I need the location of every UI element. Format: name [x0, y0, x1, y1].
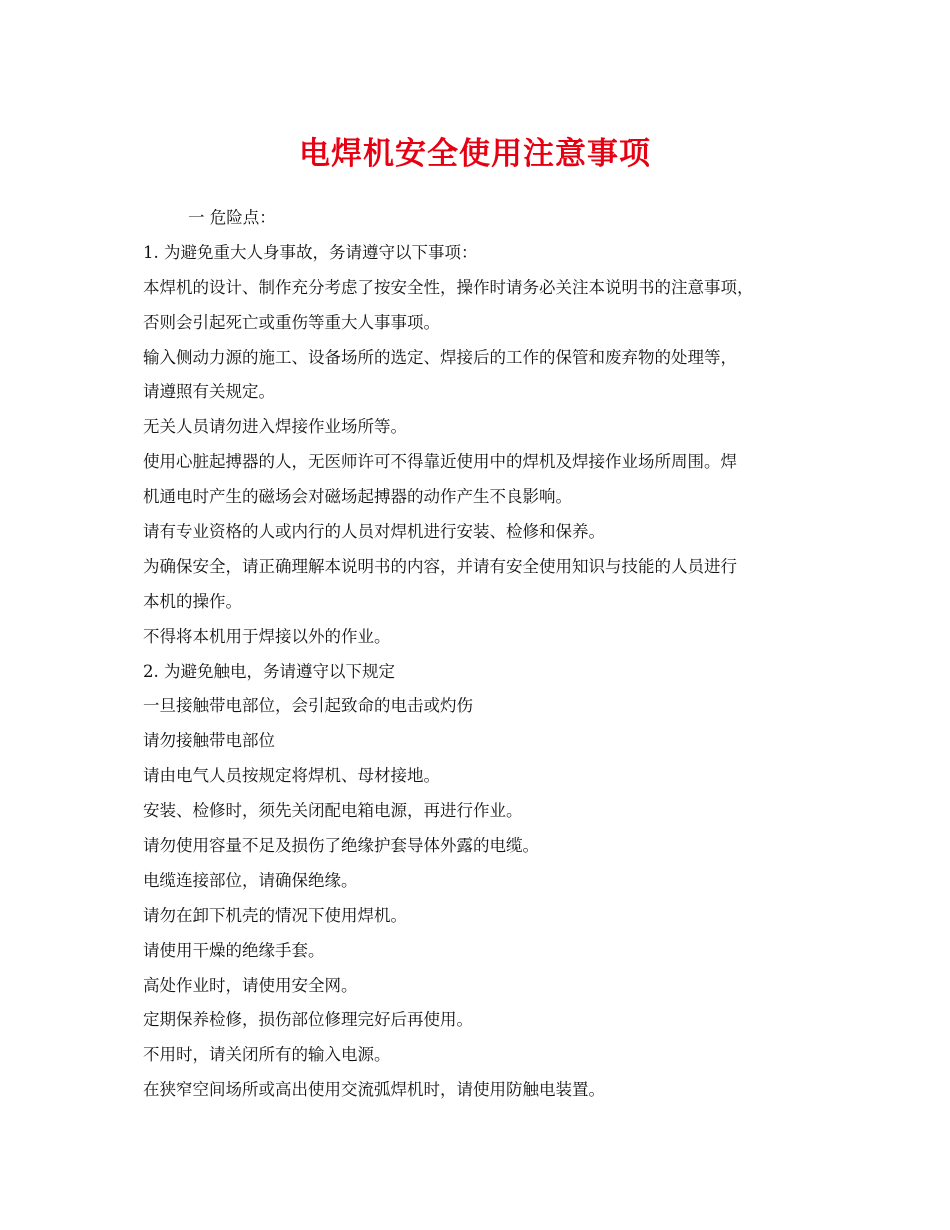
paragraph-line: 请遵照有关规定。 [143, 382, 275, 402]
paragraph-line: 高处作业时，请使用安全网。 [143, 975, 358, 995]
paragraph-line: 定期保养检修，损伤部位修理完好后再使用。 [143, 1010, 473, 1030]
paragraph-line: 请勿接触带电部位 [143, 731, 275, 751]
paragraph-line: 安装、检修时，须先关闭配电箱电源，再进行作业。 [143, 801, 523, 821]
paragraph-line: 1. 为避免重大人身事故，务请遵守以下事项： [143, 242, 478, 262]
paragraph-line: 本机的操作。 [143, 591, 242, 611]
paragraph-line: 在狭窄空间场所或高出使用交流弧焊机时，请使用防触电装置。 [143, 1080, 605, 1100]
paragraph-line: 一旦接触带电部位，会引起致命的电击或灼伤 [143, 696, 473, 716]
paragraph-line: 2. 为避免触电，务请遵守以下规定 [143, 661, 395, 681]
paragraph-line: 输入侧动力源的施工、设备场所的选定、焊接后的工作的保管和废弃物的处理等， [143, 347, 737, 367]
section-heading-hazards: 一 危险点： [188, 208, 276, 227]
paragraph-line: 机通电时产生的磁场会对磁场起搏器的动作产生不良影响。 [143, 487, 572, 507]
paragraph-line: 请由电气人员按规定将焊机、母材接地。 [143, 766, 440, 786]
paragraph-line: 请有专业资格的人或内行的人员对焊机进行安装、检修和保养。 [143, 522, 605, 542]
paragraph-line: 不得将本机用于焊接以外的作业。 [143, 626, 391, 646]
paragraph-line: 请使用干燥的绝缘手套。 [143, 940, 325, 960]
paragraph-line: 请勿使用容量不足及损伤了绝缘护套导体外露的电缆。 [143, 836, 539, 856]
paragraph-line: 本焊机的设计、制作充分考虑了按安全性，操作时请务必关注本说明书的注意事项， [143, 277, 754, 297]
paragraph-line: 无关人员请勿进入焊接作业场所等。 [143, 417, 407, 437]
document-title: 电焊机安全使用注意事项 [299, 136, 651, 172]
paragraph-line: 请勿在卸下机壳的情况下使用焊机。 [143, 905, 407, 925]
paragraph-line: 为确保安全，请正确理解本说明书的内容，并请有安全使用知识与技能的人员进行 [143, 556, 737, 576]
paragraph-line: 使用心脏起搏器的人，无医师许可不得靠近使用中的焊机及焊接作业场所周围。焊 [143, 452, 737, 472]
paragraph-line: 否则会引起死亡或重伤等重大人事事项。 [143, 312, 440, 332]
paragraph-line: 不用时，请关闭所有的输入电源。 [143, 1045, 391, 1065]
document-body [143, 201, 843, 1108]
paragraph-line: 电缆连接部位，请确保绝缘。 [143, 870, 358, 890]
